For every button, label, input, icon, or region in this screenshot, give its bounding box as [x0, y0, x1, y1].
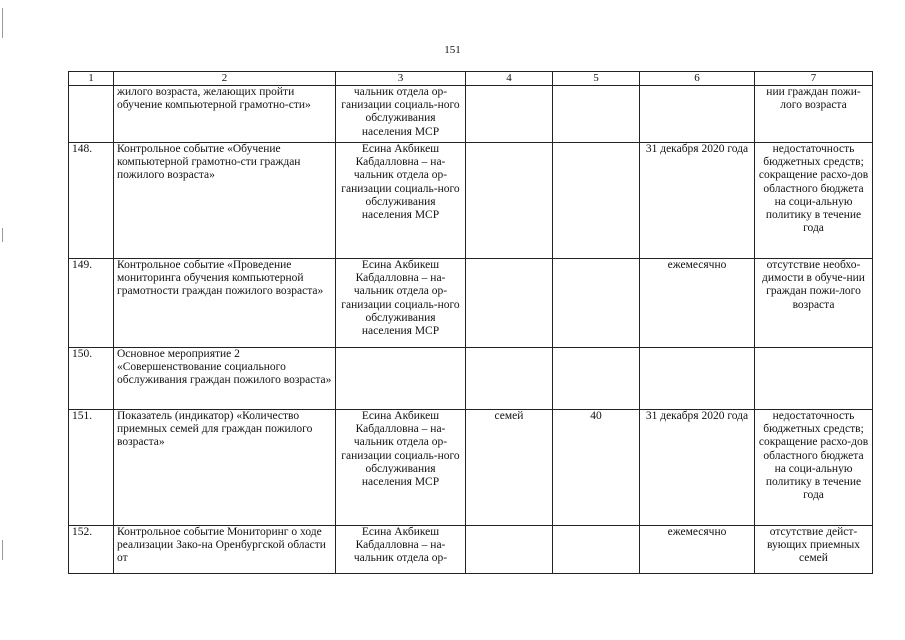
row-number: 148. [69, 143, 114, 259]
column-header: 3 [336, 72, 466, 86]
scan-edge-mark [2, 540, 3, 560]
deadline-cell: 31 декабря 2020 года [640, 143, 755, 259]
unit-cell: семей [466, 410, 553, 526]
table-row [69, 410, 873, 526]
activity-name: Показатель (индикатор) «Количество приемных семей для граждан пожилого возраста» [114, 410, 336, 526]
table-row [69, 143, 873, 259]
activity-name: Контрольное событие Мониторинг о ходе реализации Зако-на Оренбургской области от [114, 526, 336, 574]
column-header: 1 [69, 72, 114, 86]
risk-cell: нии граждан пожи-лого возраста [755, 86, 873, 143]
unit-cell [466, 259, 553, 348]
responsible-person: Есина Акбикеш Кабдалловна – на-чальник отдела ор- [336, 526, 466, 574]
risk-cell: недостаточность бюджетных средств; сокращение расхо-дов областного бюджета на соци-альную политику в течение года [755, 143, 873, 259]
activity-name: Контрольное событие «Проведение мониторинга обучения компьютерной грамотности граждан пожилого возраста» [114, 259, 336, 348]
row-number: 151. [69, 410, 114, 526]
risk-cell [755, 348, 873, 410]
unit-cell [466, 526, 553, 574]
column-header: 4 [466, 72, 553, 86]
table-row [69, 348, 873, 410]
row-number: 150. [69, 348, 114, 410]
responsible-person [336, 348, 466, 410]
deadline-cell: 31 декабря 2020 года [640, 410, 755, 526]
risk-cell: недостаточность бюджетных средств; сокращение расхо-дов областного бюджета на соци-альную политику в течение года [755, 410, 873, 526]
responsible-person: Есина Акбикеш Кабдалловна – на-чальник отдела ор-ганизации социаль-ного обслуживания населения МСР [336, 143, 466, 259]
table-row [69, 259, 873, 348]
value-cell [553, 143, 640, 259]
deadline-cell [640, 348, 755, 410]
risk-cell: отсутствие дейст-вующих приемных семей [755, 526, 873, 574]
activity-name: Контрольное событие «Обучение компьютерной грамотно-сти граждан пожилого возраста» [114, 143, 336, 259]
header-row [69, 72, 873, 86]
responsible-person: Есина Акбикеш Кабдалловна – на-чальник отдела ор-ганизации социаль-ного обслуживания населения МСР [336, 410, 466, 526]
value-cell: 40 [553, 410, 640, 526]
value-cell [553, 259, 640, 348]
page-number: 151 [444, 44, 461, 56]
deadline-cell [640, 86, 755, 143]
responsible-person: чальник отдела ор-ганизации социаль-ного обслуживания населения МСР [336, 86, 466, 143]
column-header: 2 [114, 72, 336, 86]
deadline-cell: ежемесячно [640, 259, 755, 348]
activity-name: Основное мероприятие 2 «Совершенствование социального обслуживания граждан пожилого возраста» [114, 348, 336, 410]
scan-edge-mark [2, 228, 3, 242]
column-header: 6 [640, 72, 755, 86]
unit-cell [466, 143, 553, 259]
table-row [69, 86, 873, 143]
column-header: 5 [553, 72, 640, 86]
column-header: 7 [755, 72, 873, 86]
value-cell [553, 526, 640, 574]
activities-table [68, 71, 873, 574]
row-number [69, 86, 114, 143]
scan-edge-mark [2, 8, 3, 38]
row-number: 152. [69, 526, 114, 574]
value-cell [553, 348, 640, 410]
value-cell [553, 86, 640, 143]
risk-cell: отсутствие необхо-димости в обуче-нии граждан пожи-лого возраста [755, 259, 873, 348]
responsible-person: Есина Акбикеш Кабдалловна – на-чальник отдела ор-ганизации социаль-ного обслуживания населения МСР [336, 259, 466, 348]
unit-cell [466, 86, 553, 143]
table-row [69, 526, 873, 574]
row-number: 149. [69, 259, 114, 348]
deadline-cell: ежемесячно [640, 526, 755, 574]
activity-name: жилого возраста, желающих пройти обучение компьютерной грамотно-сти» [114, 86, 336, 143]
unit-cell [466, 348, 553, 410]
